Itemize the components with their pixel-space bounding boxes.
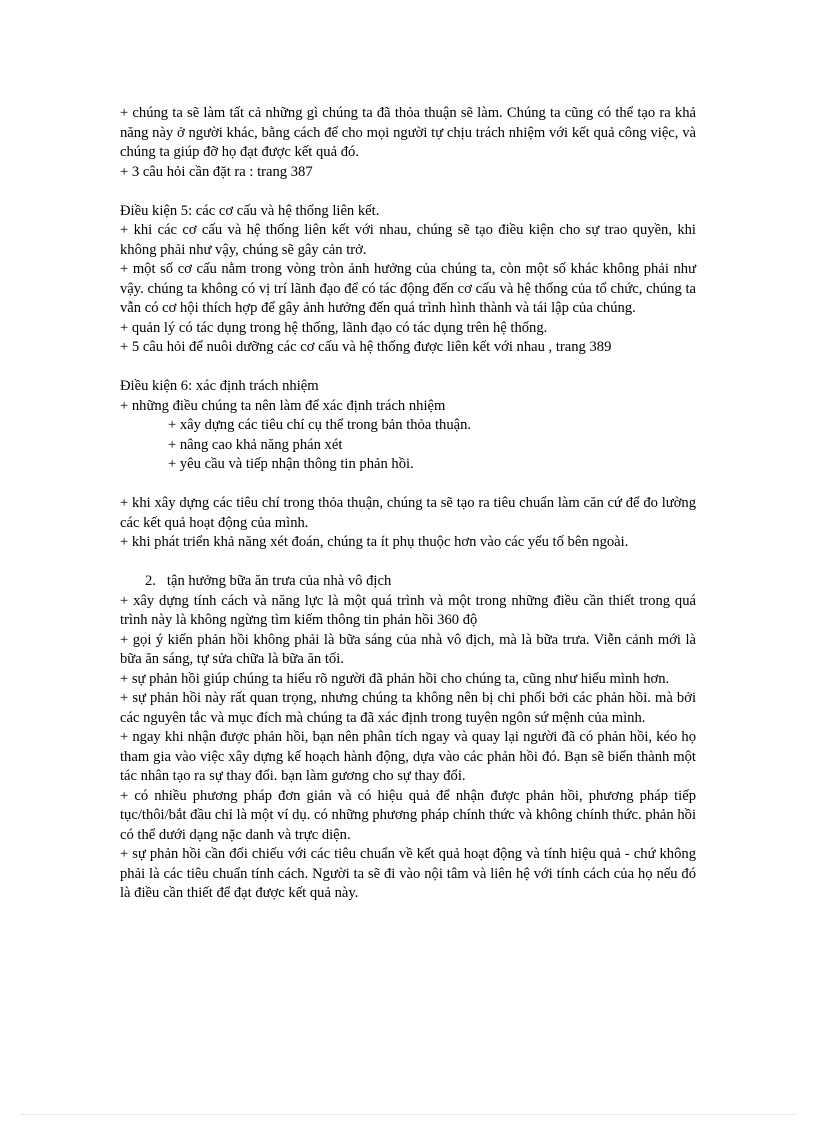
paragraph-feedback-importance: + sự phản hồi này rất quan trọng, nhưng chúng ta không nên bị chi phối bởi các phản hồi. mà bởi các nguyên tắc và mục đích mà chúng ta đã xác định trong tuyên ngôn sứ mệnh của mình. [120,690,696,726]
paragraph-act-on-feedback: + ngay khi nhận được phản hồi, bạn nên phân tích ngay và quay lại người đã có phản hồi, kéo họ tham gia vào việc xây dựng kế hoạch hành động, dựa vào các phản hồi đó. Bạn sẽ biến thành một tác nhân tạo ra sự thay đổi. bạn làm gương cho sự thay đổi. [120,729,696,784]
paragraph-circle-of-influence: + một số cơ cấu nằm trong vòng tròn ảnh hưởng của chúng ta, còn một số khác không phải như vậy. chúng ta không có vị trí lãnh đạo để có tác động đến cơ cấu và hệ thống của tổ chức, chúng ta vẫn có cơ hội thích hợp để gây ảnh hưởng đến quá trình hình thành và tái lập của chúng. [120,261,696,316]
paragraph-feedback-methods: + có nhiều phương pháp đơn giản và có hiệu quả để nhận được phản hồi, phương pháp tiếp tục/thôi/bắt đầu chỉ là một ví dụ. có những phương pháp chính thức và không chính thức. phản hồi có thể dưới dạng nặc danh và trực diện. [120,787,696,843]
page-bottom-divider [20,1114,796,1115]
paragraph-spacer [120,553,696,573]
paragraph-linked-structures: + khi các cơ cấu và hệ thống liên kết với nhau, chúng sẽ tạo điều kiện cho sự trao quyền, khi không phải như vậy, chúng sẽ gây cản trở. [120,222,696,258]
section-2-heading [120,572,696,592]
section-title: tận hưởng bữa ăn trưa của nhà vô địch [166,573,392,589]
paragraph-five-questions: + 5 câu hỏi để nuôi dưỡng các cơ cấu và hệ thống được liên kết với nhau , trang 389 [120,339,612,355]
paragraph-agreements: + chúng ta sẽ làm tất cả những gì chúng ta đã thỏa thuận sẽ làm. Chúng ta cũng có thể tạo ra khả năng này ở người khác, bằng cách để cho mọi người tự chịu trách nhiệm với kết quả công việc, và chúng ta giúp đỡ họ đạt được kết quả đó. [120,105,696,160]
paragraph-judgement-independence: + khi phát triển khả năng xét đoán, chúng ta ít phụ thuộc hơn vào các yếu tố bên ngoài. [120,534,629,550]
condition-5-heading: Điều kiện 5: các cơ cấu và hệ thống liên kết. [120,202,380,219]
paragraph-champion-lunch: + gọi ý kiến phản hồi không phải là bữa sáng của nhà vô địch, mà là bữa trưa. Viễn cảnh mới là bữa ăn sáng, tự sửa chữa là bữa ăn tối. [120,631,696,667]
paragraph-spacer [120,475,696,495]
sub-item-feedback: + yêu cầu và tiếp nhận thông tin phản hồi. [168,456,414,472]
sub-item-judgement: + nâng cao khả năng phán xét [168,436,343,453]
document-page [120,104,696,904]
paragraph-spacer [120,358,696,378]
condition-6-heading: Điều kiện 6: xác định trách nhiệm [120,378,319,394]
paragraph-feedback-standards: + sự phản hồi cần đối chiếu với các tiêu chuẩn về kết quả hoạt động và tính hiệu quả - chứ không phải là các tiêu chuẩn tính cách. Người ta sẽ đi vào nội tâm và liên hệ với tính cách của họ nếu đó là điều cần thiết để đạt được kết quả này. [120,846,696,901]
paragraph-responsibility-steps: + những điều chúng ta nên làm để xác định trách nhiệm [120,397,446,414]
paragraph-spacer [120,182,696,202]
paragraph-feedback-understanding: + sự phản hồi giúp chúng ta hiểu rõ người đã phản hồi cho chúng ta, cũng như hiểu mình hơn. [120,670,670,687]
paragraph-management-leadership: + quản lý có tác dụng trong hệ thống, lãnh đạo có tác dụng trên hệ thống. [120,319,548,336]
section-number: 2. [145,573,156,589]
sub-item-specific-criteria: + xây dựng các tiêu chí cụ thể trong bản thỏa thuận. [168,417,472,433]
paragraph-360-feedback: + xây dựng tính cách và năng lực là một quá trình và một trong những điều cần thiết trong quá trình này là không ngừng tìm kiếm thông tin phản hồi 360 độ [120,592,696,628]
paragraph-three-questions: + 3 câu hỏi cần đặt ra : trang 387 [120,163,313,180]
paragraph-criteria-measure: + khi xây dựng các tiêu chí trong thỏa thuận, chúng ta sẽ tạo ra tiêu chuẩn làm căn cứ để đo lường các kết quả hoạt động của mình. [120,495,696,531]
